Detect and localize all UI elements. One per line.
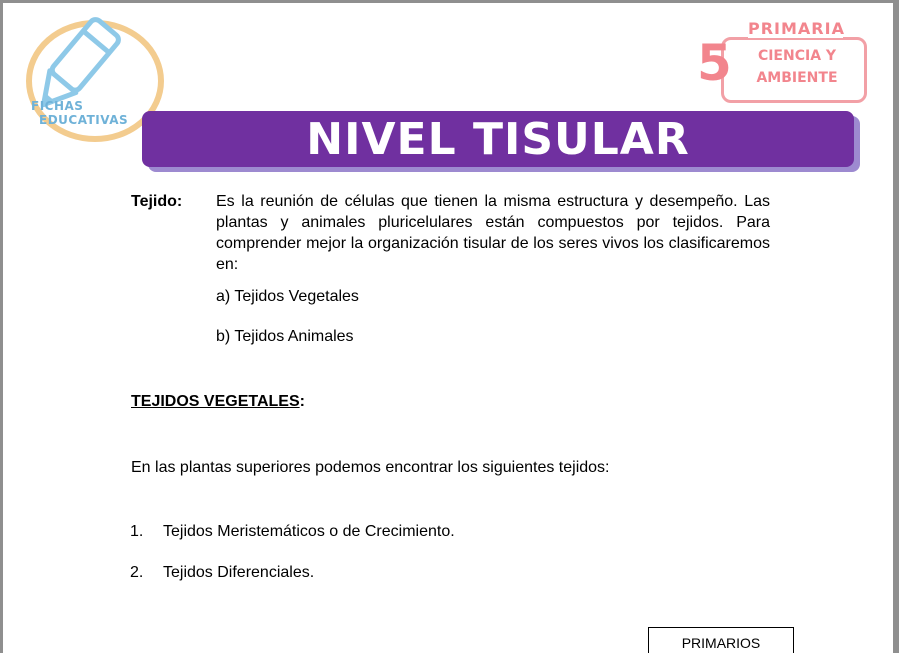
tissue-type-box: PRIMARIOS <box>648 627 794 653</box>
list-item-number: 2. <box>130 564 144 581</box>
document-page <box>3 3 893 653</box>
definition-term: Tejido: <box>131 193 183 210</box>
subject-line1: CIENCIA Y <box>757 48 837 64</box>
section-heading <box>131 391 305 412</box>
definition-text: Es la reunión de células que tienen la misma estructura y desempeño. Las plantas y animales pluricelulares están compuestos por tejidos. Para comprender mejor la organización tisular de los seres vivos los clasificaremos en: <box>216 193 770 273</box>
subject-label <box>737 45 857 89</box>
grade-subject-badge <box>693 17 873 107</box>
section-intro: En las plantas superiores podemos encontrar los siguientes tejidos: <box>131 459 610 476</box>
page-title: NIVEL TISULAR <box>306 114 690 165</box>
section-heading-colon: : <box>299 393 305 410</box>
list-item-number: 1. <box>130 523 144 540</box>
list-item-text: Tejidos Meristemáticos o de Crecimiento. <box>163 523 455 540</box>
logo-text-line2: EDUCATIVAS <box>39 113 129 127</box>
logo-text-line1: FICHAS <box>31 99 84 113</box>
list-item-text: Tejidos Diferenciales. <box>163 564 315 581</box>
subject-line2: AMBIENTE <box>756 70 838 86</box>
grade-number: 5 <box>697 34 732 92</box>
section-heading-text: TEJIDOS VEGETALES <box>131 393 300 410</box>
level-label: PRIMARIA <box>748 19 845 38</box>
classification-item-b: b) Tejidos Animales <box>216 328 354 345</box>
classification-item-a: a) Tejidos Vegetales <box>216 288 359 305</box>
